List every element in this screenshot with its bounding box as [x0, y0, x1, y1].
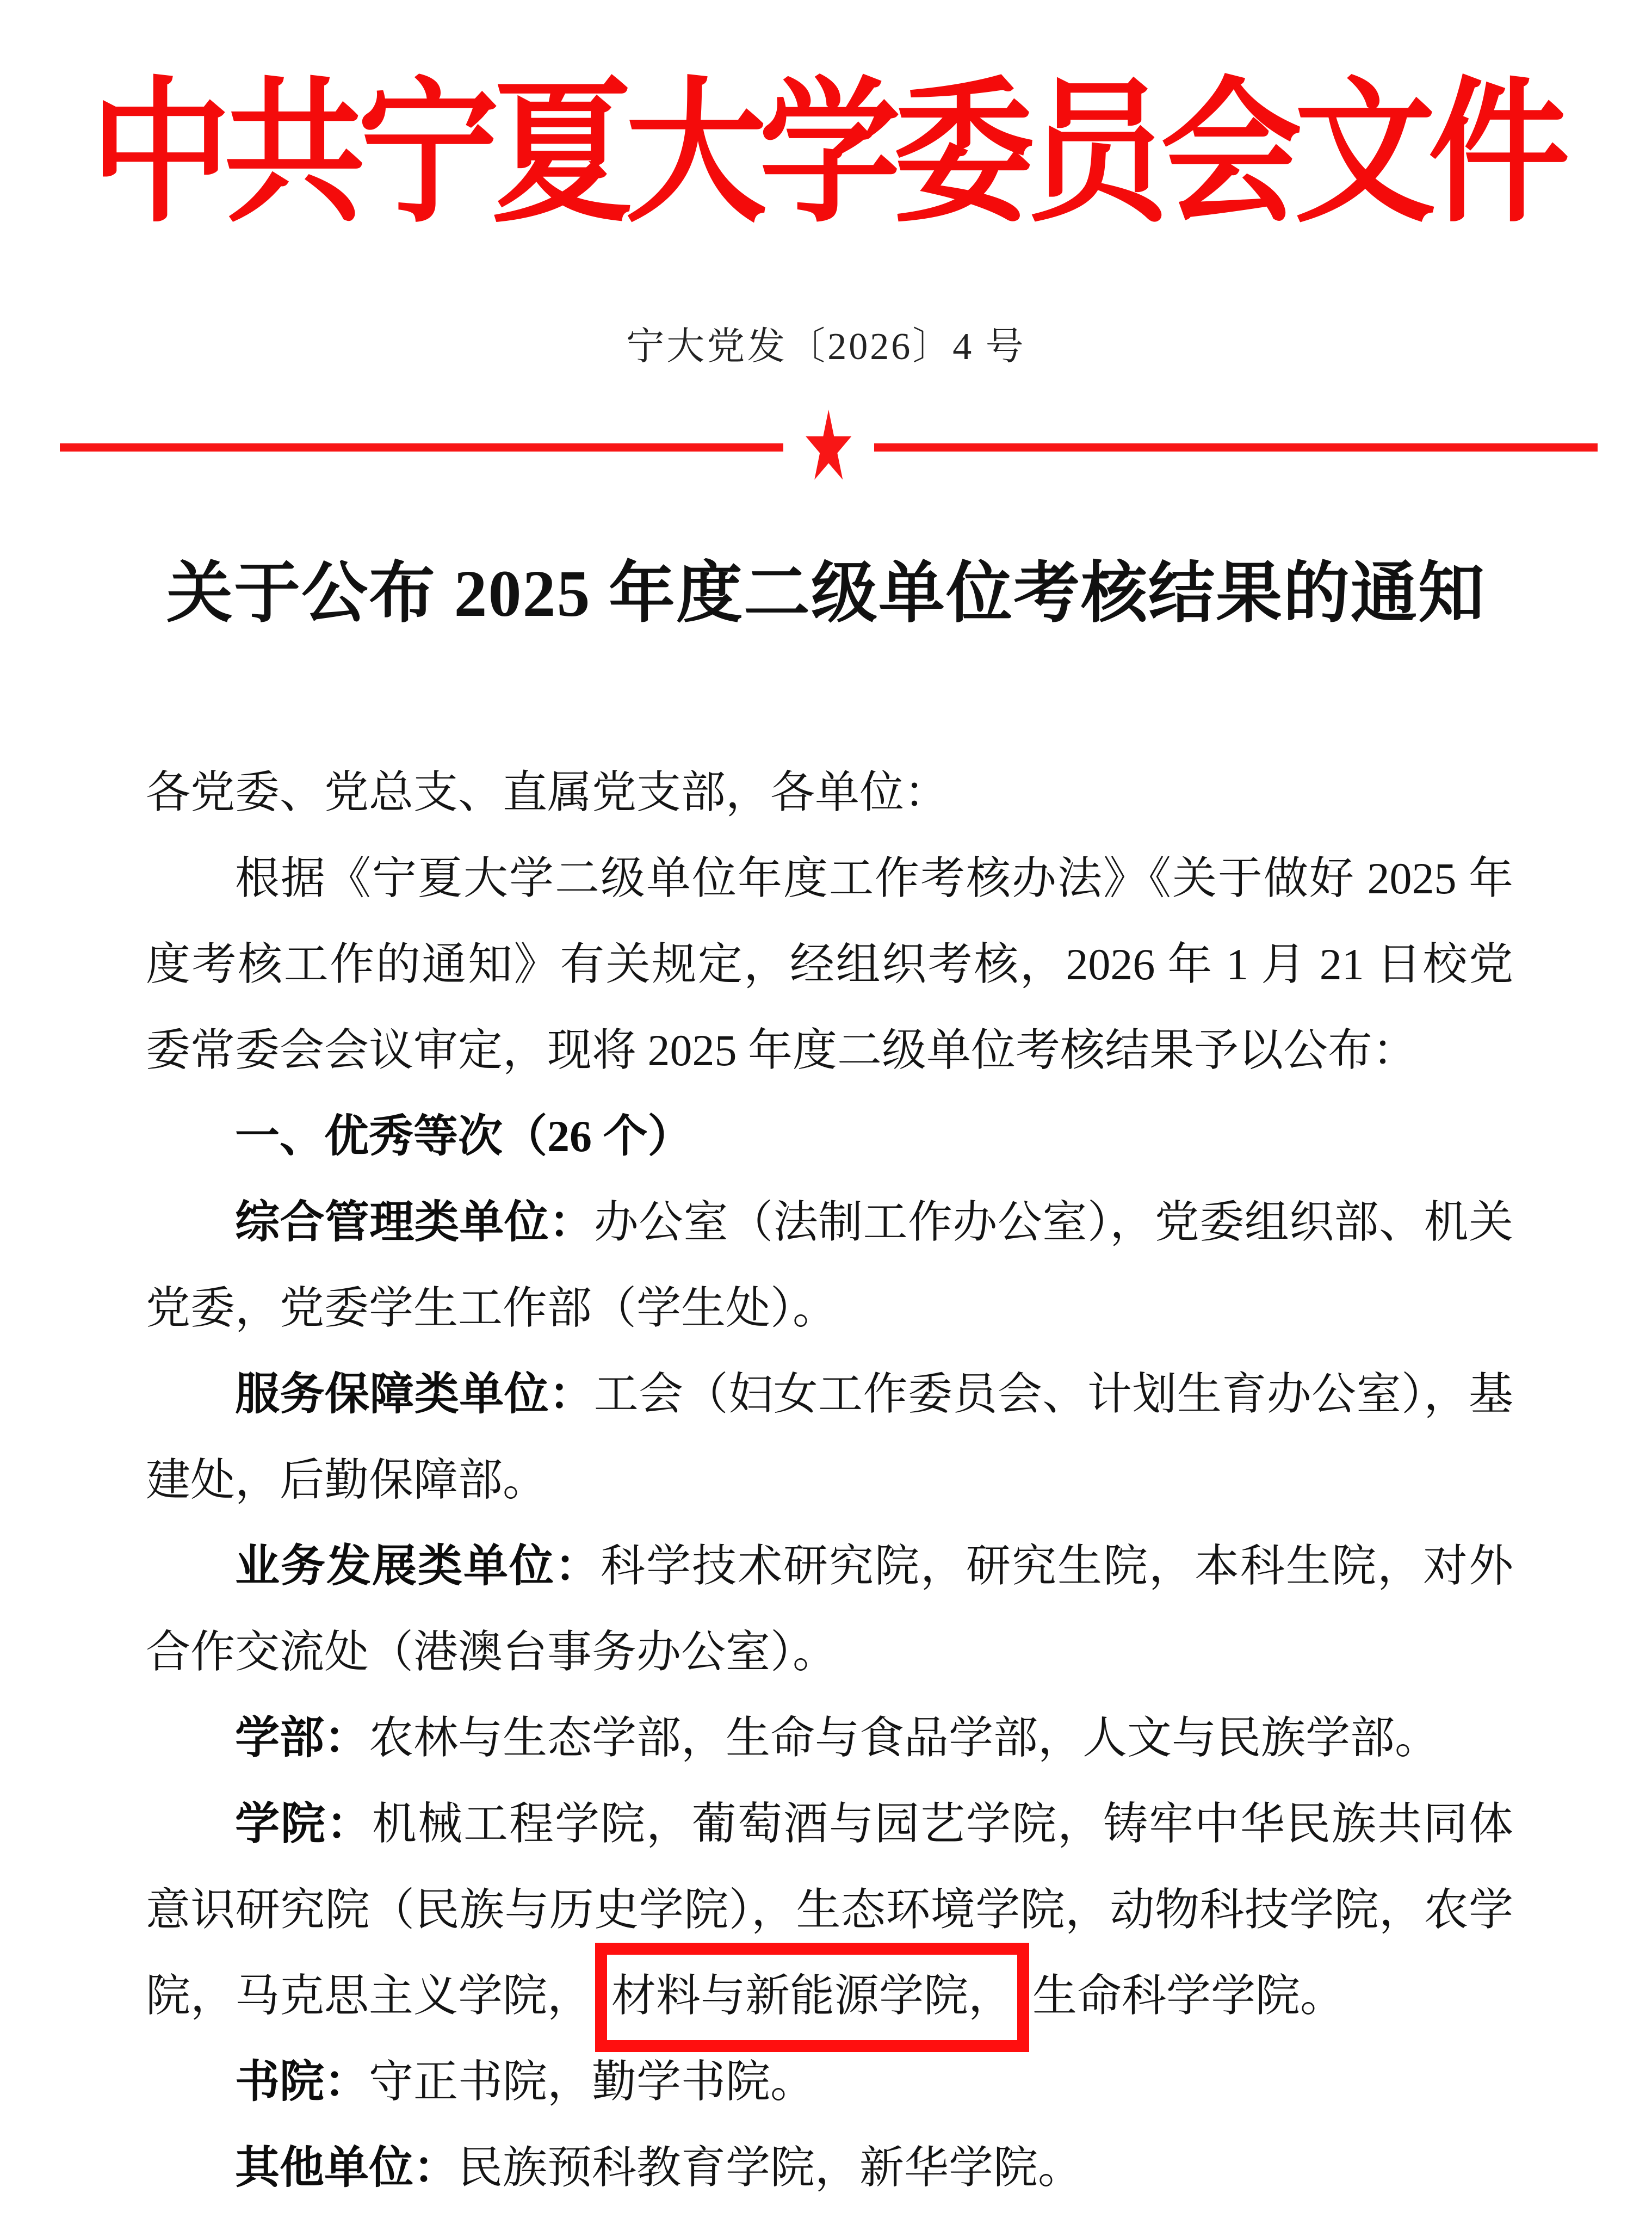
- divider-rule-left: [60, 443, 783, 452]
- category-text: 守正书院，勤学书院。: [369, 2057, 815, 2106]
- salutation-line: 各党委、党总支、直属党支部，各单位：: [146, 768, 949, 817]
- category-text-before-highlight: 机械工程学院，葡萄酒与园艺学院，铸牢中华民族共同体意识研究院（民族与历史学院），生态环境学院，动物科技学院，农学院，马克思主义学院，: [146, 1799, 1513, 2021]
- category-paragraph-colleges: [146, 1781, 1513, 2039]
- notice-title: 关于公布 2025 年度二级单位考核结果的通知: [166, 557, 1486, 631]
- category-text: 民族预科教育学院，新华学院。: [458, 2143, 1083, 2192]
- category-label: 学部：: [235, 1713, 369, 1763]
- red-highlight-box: 材料与新能源学院，: [595, 1943, 1029, 2052]
- category-label: 综合管理类单位：: [235, 1197, 594, 1247]
- category-paragraph-faculties: [146, 1695, 1513, 1781]
- document-body: [0, 750, 1652, 2211]
- category-label: 业务发展类单位：: [235, 1541, 601, 1591]
- category-paragraph-service: [146, 1351, 1513, 1523]
- intro-paragraph: 根据《宁夏大学二级单位年度工作考核办法》《关于做好 2025 年度考核工作的通知》有关规定，经组织考核，2026 年 1 月 21 日校党委常委会会议审定，现将 2025 年度二级单位考核结果予以公布：: [146, 854, 1513, 1075]
- category-label: 书院：: [235, 2057, 369, 2106]
- red-divider: [60, 394, 1598, 501]
- category-label: 服务保障类单位：: [235, 1369, 594, 1419]
- category-text: 工会（妇女工作委员会、计划生育办公室），基建处，后勤保障部。: [146, 1369, 1513, 1505]
- category-text: 农林与生态学部，生命与食品学部，人文与民族学部。: [369, 1713, 1440, 1763]
- category-paragraph-business: [146, 1523, 1513, 1695]
- category-text: 科学技术研究院，研究生院，本科生院，对外合作交流处（港澳台事务办公室）。: [146, 1541, 1513, 1677]
- category-paragraph-other-units: [146, 2125, 1513, 2211]
- category-paragraph-admin: [146, 1179, 1513, 1351]
- category-text: 办公室（法制工作办公室），党委组织部、机关党委，党委学生工作部（学生处）。: [146, 1197, 1513, 1333]
- category-label: 学院：: [235, 1799, 372, 1849]
- document-number: 宁大党发〔2026〕4 号: [626, 326, 1026, 368]
- category-text-after-highlight: 生命科学学院。: [1032, 1971, 1345, 2021]
- star-icon: ★: [802, 394, 856, 501]
- section-heading-excellent-grade: 一、优秀等次（26 个）: [235, 1111, 692, 1161]
- letterhead-title: 中共宁夏大学委员会文件: [90, 69, 1562, 241]
- category-label: 其他单位：: [235, 2143, 459, 2192]
- divider-rule-right: [874, 443, 1598, 452]
